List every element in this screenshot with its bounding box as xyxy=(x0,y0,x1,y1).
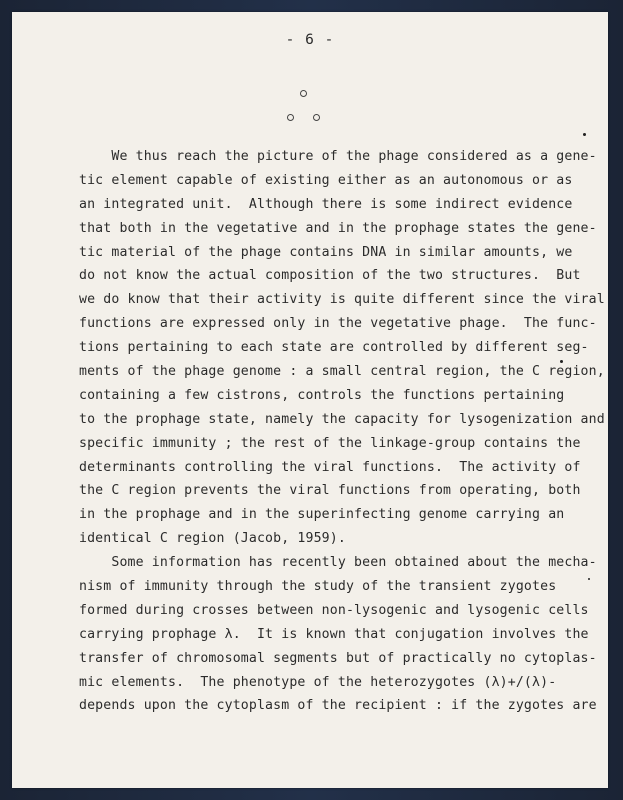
text-line: ments of the phage genome : a small central region, the C region, xyxy=(79,364,605,380)
text-line: tic element capable of existing either as an autonomous or as xyxy=(79,172,573,188)
paper-speck xyxy=(583,133,586,136)
body-text xyxy=(79,145,605,718)
text-line: an integrated unit. Although there is some indirect evidence xyxy=(79,196,573,212)
text-line: Some information has recently been obtained about the mecha- xyxy=(79,555,597,571)
section-break-dot xyxy=(313,114,320,121)
text-line: determinants controlling the viral functions. The activity of xyxy=(79,459,581,475)
typewritten-page xyxy=(12,12,608,788)
text-line: identical C region (Jacob, 1959). xyxy=(79,531,346,547)
paper-speck xyxy=(560,360,563,363)
text-line: that both in the vegetative and in the prophage states the gene- xyxy=(79,220,597,236)
text-line: depends upon the cytoplasm of the recipient : if the zygotes are xyxy=(79,698,597,714)
text-line: in the prophage and in the superinfecting genome carrying an xyxy=(79,507,565,523)
text-line: carrying prophage λ. It is known that conjugation involves the xyxy=(79,626,589,642)
text-line: the C region prevents the viral functions from operating, both xyxy=(79,483,581,499)
text-line: containing a few cistrons, controls the functions pertaining xyxy=(79,387,565,403)
section-break-dot xyxy=(287,114,294,121)
text-line: functions are expressed only in the vegetative phage. The func- xyxy=(79,316,597,332)
text-line: transfer of chromosomal segments but of practically no cytoplas- xyxy=(79,650,597,666)
section-break-dot xyxy=(300,90,307,97)
paper-speck xyxy=(588,578,590,580)
paragraph-1 xyxy=(79,145,605,551)
text-line: we do know that their activity is quite different since the viral xyxy=(79,292,605,308)
text-line: to the prophage state, namely the capacity for lysogenization and xyxy=(79,411,605,427)
section-break-mark xyxy=(287,82,327,122)
page-number: - 6 - xyxy=(285,32,335,48)
text-line: specific immunity ; the rest of the linkage-group contains the xyxy=(79,435,581,451)
text-line: mic elements. The phenotype of the heterozygotes (λ)+/(λ)- xyxy=(79,674,557,690)
text-line: tic material of the phage contains DNA in similar amounts, we xyxy=(79,244,573,260)
text-line: nism of immunity through the study of the transient zygotes xyxy=(79,579,557,595)
text-line: do not know the actual composition of the two structures. But xyxy=(79,268,581,284)
text-line: formed during crosses between non-lysogenic and lysogenic cells xyxy=(79,602,589,618)
text-line: tions pertaining to each state are controlled by different seg- xyxy=(79,340,589,356)
text-line: We thus reach the picture of the phage considered as a gene- xyxy=(79,149,597,164)
paragraph-2 xyxy=(79,551,597,718)
